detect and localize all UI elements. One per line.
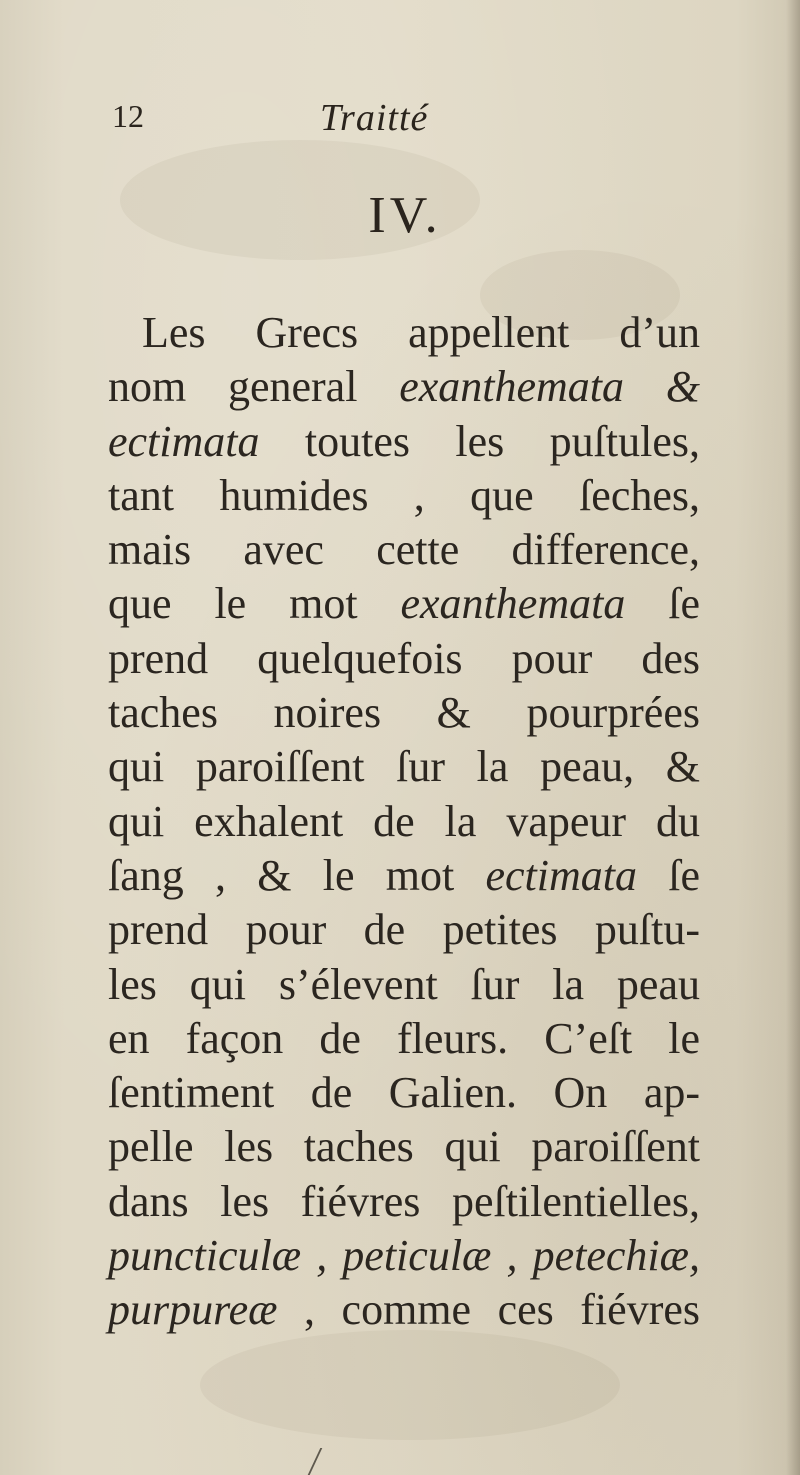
text-run: que le mot bbox=[108, 579, 401, 629]
text-line bbox=[108, 958, 700, 1012]
text-line bbox=[108, 849, 700, 903]
text-run: les qui s’élevent ſur la peau bbox=[108, 959, 700, 1009]
ink-mark bbox=[308, 1448, 335, 1475]
text-line bbox=[108, 740, 700, 794]
text-run: mais avec cette difference, bbox=[108, 525, 700, 575]
text-run: ſang , & le mot bbox=[108, 850, 486, 900]
text-line bbox=[108, 903, 700, 957]
text-line bbox=[108, 632, 700, 686]
running-head bbox=[112, 98, 712, 138]
text-line bbox=[108, 1120, 700, 1174]
italic-term: puncticulæ , peticulæ , petechiæ, bbox=[108, 1231, 700, 1281]
text-line bbox=[108, 1012, 700, 1066]
page-number: 12 bbox=[112, 98, 144, 134]
text-run: taches noires & pourprées bbox=[108, 688, 700, 738]
text-run: , comme ces fiévres bbox=[277, 1285, 700, 1335]
text-line bbox=[108, 1229, 700, 1283]
text-line bbox=[108, 415, 700, 469]
text-run: ſentiment de Galien. On ap- bbox=[108, 1068, 700, 1118]
text-run: ſe bbox=[636, 850, 700, 900]
text-line bbox=[108, 577, 700, 631]
paper-stain bbox=[200, 1330, 620, 1440]
italic-term: exanthemata & bbox=[399, 362, 700, 412]
text-line bbox=[108, 306, 700, 360]
text-run: ſe bbox=[625, 579, 700, 629]
page-edge-shadow bbox=[786, 0, 800, 1475]
text-run: prend pour de petites puſtu- bbox=[108, 905, 700, 955]
body-text bbox=[108, 306, 700, 1338]
italic-term: purpureæ bbox=[108, 1285, 278, 1335]
text-run: qui exhalent de la vapeur du bbox=[108, 796, 700, 846]
text-run: Les Grecs appellent d’un bbox=[142, 308, 700, 357]
italic-term: ectimata bbox=[108, 416, 260, 466]
text-line bbox=[108, 686, 700, 740]
text-run: qui paroiſſent ſur la peau, & bbox=[108, 742, 700, 792]
text-line bbox=[108, 469, 700, 523]
text-run: nom general bbox=[108, 362, 400, 412]
text-line bbox=[108, 1175, 700, 1229]
italic-term: exanthemata bbox=[400, 579, 626, 629]
text-line bbox=[108, 523, 700, 577]
text-line bbox=[108, 795, 700, 849]
text-run: tant humides , que ſeches, bbox=[108, 470, 700, 520]
running-title: Traitté bbox=[320, 97, 429, 139]
section-number: IV. bbox=[368, 187, 442, 244]
text-run: prend quelquefois pour des bbox=[108, 633, 700, 683]
italic-term: ectimata bbox=[485, 850, 637, 900]
text-line bbox=[108, 360, 700, 414]
text-run: toutes les puſtules, bbox=[259, 416, 700, 466]
text-run: dans les fiévres peſtilentielles, bbox=[108, 1176, 700, 1226]
text-run: en façon de fleurs. C’eſt le bbox=[108, 1013, 700, 1063]
text-run: pelle les taches qui paroiſſent bbox=[108, 1122, 700, 1172]
text-line bbox=[108, 1283, 700, 1337]
text-line bbox=[108, 1066, 700, 1120]
